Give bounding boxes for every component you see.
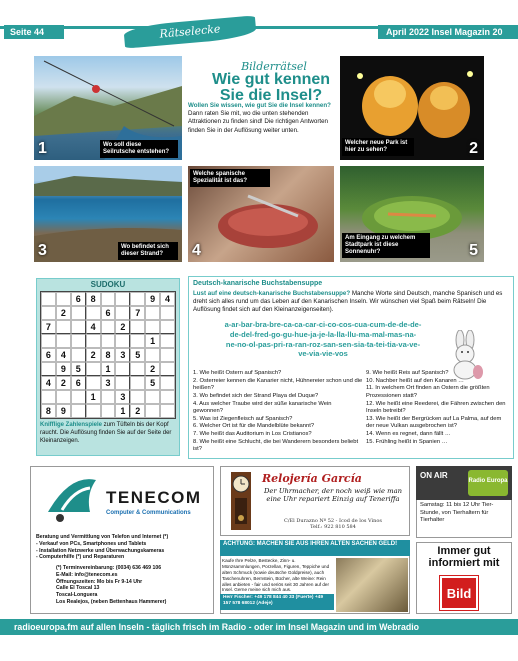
- sudoku-text-lead: Knifflige Zahlenspiele: [40, 422, 103, 428]
- tenecom-name: TENECOM: [106, 488, 202, 507]
- radio-schedule: Samstag: 11 bis 12 Uhr Tier-Stunde, von Tierhaltern für Tierhalter: [420, 502, 494, 524]
- sudoku-cell[interactable]: 7: [130, 306, 145, 320]
- sudoku-cell[interactable]: [130, 362, 145, 376]
- questions-left: [193, 370, 363, 454]
- photo-number: 5: [469, 242, 478, 259]
- sudoku-cell[interactable]: [101, 390, 116, 404]
- ankauf-headline: ACHTUNG: MACHEN SIE AUS IHREN ALTEN SACHEN GELD!: [220, 540, 410, 556]
- sudoku-cell[interactable]: [115, 376, 130, 390]
- photo-number: 1: [38, 140, 47, 157]
- sudoku-cell[interactable]: 6: [41, 348, 56, 362]
- feature-intro: [188, 102, 338, 135]
- sudoku-cell[interactable]: [145, 390, 160, 404]
- relojeria-contact: [258, 518, 408, 531]
- tenecom-line: Los Realejos, (neben Bettenhaus Hammerer): [56, 598, 167, 605]
- question: 6. Welcher Ort ist für die Mandelblüte bekannt?: [193, 423, 315, 430]
- question: 2. Osterreier kennen die Kanarier nicht, Hühnereier schon und die heißen?: [193, 377, 363, 392]
- puzzle-intro-lead: Lust auf eine deutsch-kanarische Buchstabensuppe?: [193, 290, 351, 297]
- relojeria-name: Relojería García: [262, 472, 362, 485]
- radio-station-logo: Radio Europa: [468, 470, 508, 496]
- sudoku-cell[interactable]: [160, 306, 175, 320]
- sudoku-cell[interactable]: [41, 390, 56, 404]
- question: 8. Wie heißt eine Schlucht, die bei Wanderern besonders beliebt ist?: [193, 438, 359, 453]
- sudoku-cell[interactable]: 1: [101, 362, 116, 376]
- sudoku-cell[interactable]: 1: [115, 404, 130, 418]
- photo-1: [34, 56, 182, 160]
- relojeria-slogan: Der Uhrmacher, der noch weiß wie man eine Uhr repariert Einzig auf Teneriffa: [263, 487, 403, 504]
- sudoku-cell[interactable]: 9: [145, 292, 160, 306]
- questions-right: [366, 370, 510, 446]
- sudoku-cell[interactable]: 6: [101, 306, 116, 320]
- photo-number: 3: [38, 242, 47, 259]
- sudoku-text: [40, 422, 178, 445]
- sudoku-cell[interactable]: [101, 334, 116, 348]
- sudoku-cell[interactable]: [130, 376, 145, 390]
- tenecom-line: - Computerhilfe (*) und Reparaturen: [36, 554, 125, 561]
- tenecom-line: Öffnungszeiten: Mo bis Fr 9-14 Uhr: [56, 578, 143, 585]
- syllable-line: de-del-fred-go-gu-hue-ja-je-la-lla-llu-ma-mal-mas-na-: [229, 329, 417, 339]
- question: 11. In welchem Ort finden an Ostern die größten Prozessionen statt?: [366, 385, 490, 399]
- photo-4: [188, 166, 334, 262]
- sudoku-cell[interactable]: [130, 390, 145, 404]
- sudoku-cell[interactable]: 5: [145, 376, 160, 390]
- feature-title-line1: Wie gut kennen: [211, 71, 331, 88]
- photo-number: 4: [192, 242, 201, 259]
- sudoku-cell[interactable]: 6: [71, 292, 86, 306]
- sudoku-cell[interactable]: [86, 306, 101, 320]
- sudoku-cell[interactable]: 4: [160, 292, 175, 306]
- sudoku-cell[interactable]: [160, 404, 175, 418]
- sudoku-cell[interactable]: 4: [56, 348, 71, 362]
- sudoku-cell[interactable]: [145, 320, 160, 334]
- sudoku-cell[interactable]: [115, 292, 130, 306]
- question: 15. Frühling heißt in Spanien …: [366, 438, 448, 445]
- sudoku-cell[interactable]: 7: [41, 320, 56, 334]
- sudoku-cell[interactable]: [56, 320, 71, 334]
- photo-3: [34, 166, 182, 262]
- syllable-line: ne-no-ol-pas-pri-ra-ran-roz-san-sen-sia-ta-tei-tia-va-ve-: [225, 339, 421, 349]
- sudoku-cell[interactable]: 5: [130, 348, 145, 362]
- tenecom-line: Beratung und Vermittlung von Telefon und Internet (*): [36, 534, 169, 540]
- photo-2: [340, 56, 484, 160]
- photo-caption: Welcher neue Park ist hier zu sehen?: [342, 138, 414, 156]
- sudoku-cell[interactable]: 4: [41, 376, 56, 390]
- sudoku-title: SUDOKU: [90, 280, 126, 289]
- question: 14. Wenn es regnet, dann fällt …: [366, 431, 451, 438]
- sudoku-cell[interactable]: [41, 292, 56, 306]
- sudoku-cell[interactable]: [160, 376, 175, 390]
- sudoku-cell[interactable]: 3: [115, 390, 130, 404]
- footer-banner: radioeuropa.fm auf allen Inseln - täglich frisch im Radio - oder im Insel Magazin und im Webradio: [0, 619, 518, 635]
- question: 10. Nachber heißt auf den Kanaren …: [366, 377, 464, 384]
- intro-lead: Wollen Sie wissen, wie gut Sie die Insel kennen?: [188, 102, 331, 109]
- bild-headline: Immer gut informiert mit: [428, 545, 500, 569]
- sudoku-cell[interactable]: 8: [101, 348, 116, 362]
- tenecom-line: Calle El Toscal 13: [56, 585, 100, 592]
- sudoku-cell[interactable]: 4: [86, 320, 101, 334]
- section-title: Rätselecke: [158, 22, 221, 41]
- photo-5: [340, 166, 484, 262]
- tenecom-line: Toscal-Longuera: [56, 592, 98, 598]
- sudoku-cell[interactable]: [56, 292, 71, 306]
- sudoku-cell[interactable]: [115, 306, 130, 320]
- issue-label: April 2022 Insel Magazin 20: [378, 25, 518, 39]
- sudoku-cell[interactable]: [71, 306, 86, 320]
- sudoku-cell[interactable]: [115, 362, 130, 376]
- sudoku-grid: [40, 291, 176, 419]
- sudoku-cell[interactable]: [130, 320, 145, 334]
- tenecom-tagline: Computer & Communications: [106, 510, 191, 516]
- sudoku-cell[interactable]: [160, 334, 175, 348]
- question: 1. Wie heißt Ostern auf Spanisch?: [193, 370, 282, 376]
- sudoku-cell[interactable]: [101, 404, 116, 418]
- question: 5. Was ist Ziegenfleisch auf Spanisch?: [193, 415, 293, 422]
- feature-title: [196, 72, 346, 104]
- sudoku-cell[interactable]: [71, 334, 86, 348]
- sudoku-cell[interactable]: 2: [115, 320, 130, 334]
- syllable-list: [193, 320, 453, 359]
- question: 12. Wie heißt eine Reederei, die Fähren zwischen den Inseln betreibt?: [366, 400, 506, 415]
- syllable-line: ve-via-vie-vos: [298, 349, 348, 359]
- sudoku-cell[interactable]: [145, 404, 160, 418]
- sudoku-cell[interactable]: 1: [86, 390, 101, 404]
- photo-number: 2: [469, 140, 478, 157]
- question: 7. Wie heißt das Auditorium in Los Cristianos?: [193, 431, 312, 438]
- sudoku-cell[interactable]: [41, 334, 56, 348]
- sudoku-cell[interactable]: [130, 334, 145, 348]
- page-number: Seite 44: [4, 25, 64, 39]
- tenecom-line: (*) Terminvereinbarung: (0034) 636 469 106: [56, 565, 162, 571]
- question: 9. Wie heißt Reis auf Spanisch?: [366, 370, 449, 376]
- sudoku-cell[interactable]: [41, 362, 56, 376]
- sudoku-cell[interactable]: 9: [56, 362, 71, 376]
- intro-rest: Dann raten Sie mit, wo die unten stehenden Attraktionen zu finden sind! Die richtigen Antworten finden Sie in der Auflösung weiter unten.: [188, 110, 328, 134]
- sudoku-cell[interactable]: 1: [145, 334, 160, 348]
- feature-subtitle: Bilderrätsel: [241, 60, 307, 73]
- sudoku-cell[interactable]: [160, 348, 175, 362]
- sudoku-cell[interactable]: [160, 390, 175, 404]
- question: 3. Wo befindet sich der Strand Playa del Duque?: [193, 392, 319, 399]
- question: 4. Aus welcher Traube wird der süße kanarische Wein gewonnen?: [193, 400, 332, 415]
- sudoku-cell[interactable]: 5: [71, 362, 86, 376]
- puzzle-intro-rest: Manche Worte sind Deutsch, manche Spanisch und es dreht sich alles rund um das Leben auf den Kanarischen Inseln. Wir wünschen viel Spaß beim Rätseln! Die Auflösung findet sich auf den Kleinanzeigenseiten).: [193, 290, 503, 314]
- ankauf-contact: Herr Fischer: +49 178 844 40 33 (Fuerte) +49 157 578 68012 (Adeje): [220, 594, 334, 610]
- sudoku-cell[interactable]: [86, 334, 101, 348]
- sudoku-cell[interactable]: [130, 292, 145, 306]
- sudoku-cell[interactable]: [145, 348, 160, 362]
- sudoku-cell[interactable]: 8: [41, 404, 56, 418]
- sudoku-cell[interactable]: [145, 306, 160, 320]
- sudoku-cell[interactable]: 2: [86, 348, 101, 362]
- relojeria-address: C/El Durazno Nº 52 - Icod de los Vinos: [284, 518, 382, 524]
- sudoku-cell[interactable]: 3: [115, 348, 130, 362]
- photo-caption: Am Eingang zu welchem Stadtpark ist diese Sonnenuhr?: [342, 233, 430, 258]
- syllable-line: a-ar-bar-bra-bre-ca-ca-car-ci-co-cos-cua-cum-de-de-de-: [224, 320, 422, 329]
- sudoku-cell[interactable]: [56, 334, 71, 348]
- photo-caption: Welche spanische Spezialität ist das?: [190, 169, 270, 187]
- sudoku-cell[interactable]: [86, 376, 101, 390]
- sudoku-cell[interactable]: [41, 306, 56, 320]
- sudoku-cell[interactable]: 2: [145, 362, 160, 376]
- sudoku-cell[interactable]: [160, 362, 175, 376]
- clock-icon: [226, 470, 256, 532]
- sudoku-text-rest: zum Tüfteln bis der Kopf raucht. Die Auflösung finden Sie auf der Seite der Kleinanzeigen.: [40, 422, 172, 444]
- puzzle-title: Deutsch-kanarische Buchstabensuppe: [193, 280, 323, 287]
- sudoku-cell[interactable]: 2: [56, 376, 71, 390]
- sudoku-cell[interactable]: [71, 390, 86, 404]
- sudoku-cell[interactable]: [101, 292, 116, 306]
- relojeria-phone: Telf.: 922 810 584: [310, 524, 356, 531]
- sudoku-cell[interactable]: 2: [130, 404, 145, 418]
- tenecom-line: E-Mail: info@tenecom.es: [56, 571, 118, 578]
- feature-title-line2: Sie die Insel?: [219, 87, 323, 104]
- sudoku-cell[interactable]: 3: [101, 376, 116, 390]
- sudoku-cell[interactable]: [160, 320, 175, 334]
- antiques-photo: [336, 558, 408, 612]
- sudoku-cell[interactable]: [115, 334, 130, 348]
- sudoku-cell[interactable]: [101, 320, 116, 334]
- sudoku-cell[interactable]: [71, 320, 86, 334]
- sudoku-cell[interactable]: 2: [56, 306, 71, 320]
- tenecom-details: [36, 534, 212, 606]
- sudoku-cell[interactable]: [56, 390, 71, 404]
- onair-label: ON AIR: [420, 471, 448, 480]
- sudoku-cell[interactable]: [71, 348, 86, 362]
- ankauf-body: Kaufe Ihre Pelze, Bestecke, Zinn- u. Münzsammlungen, Porzellan, Figuren, Teppiche und alten Schmuck (sowie deutsche Goldpreise), auch Taschenuhren, Bernstein, Bücher, alte Weine: Rein alles anbieten - fair und seriös seit 30 Jahren auf der Insel. Gerne meine sich mich aus.: [222, 558, 330, 593]
- tenecom-line: - Verkauf von PCs, Smartphones und Tablets: [36, 540, 147, 547]
- question: 13. Wie heißt der Bergrücken auf La Palma, auf dem der neue Vulkan ausgebrochen ist?: [366, 415, 502, 430]
- bild-logo: Bild: [440, 576, 478, 610]
- tenecom-line: - Installation Netzwerke und Überwachungskameras: [36, 547, 165, 554]
- photo-caption: Wo befindet sich dieser Strand?: [118, 242, 178, 260]
- tenecom-logo-icon: [40, 472, 100, 528]
- sudoku-cell[interactable]: [86, 362, 101, 376]
- photo-caption: Wo soll diese Seilrutsche entstehen?: [100, 140, 178, 158]
- sudoku-cell[interactable]: [71, 404, 86, 418]
- sudoku-cell[interactable]: 9: [56, 404, 71, 418]
- sudoku-cell[interactable]: [86, 404, 101, 418]
- sudoku-cell[interactable]: 8: [86, 292, 101, 306]
- sudoku-cell[interactable]: 6: [71, 376, 86, 390]
- puzzle-intro: [193, 290, 508, 314]
